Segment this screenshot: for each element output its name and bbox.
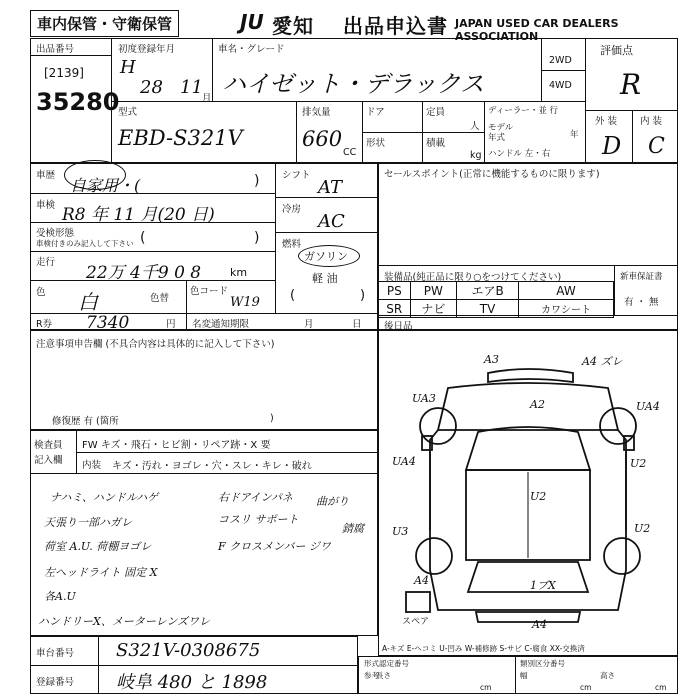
deadline-label: 名変通知期限 bbox=[192, 319, 250, 330]
cert-cm-2: cm bbox=[580, 683, 592, 692]
shaken-value: R8 年 11 月(20 日) bbox=[62, 205, 215, 225]
note-3: 荷室 A.U. 荷棚ヨゴレ bbox=[44, 540, 152, 553]
persons-unit: 人 bbox=[470, 121, 480, 132]
new-warranty-label: 新車保証書 bbox=[620, 272, 663, 282]
equip-navi: ナビ bbox=[410, 300, 457, 318]
repair-label: 修復歴 有 (箇所 bbox=[52, 416, 119, 427]
equip-sr: SR bbox=[379, 300, 411, 318]
load-label: 積載 bbox=[426, 138, 446, 149]
mileage-value: 22万 4千9 0 8 bbox=[86, 263, 202, 283]
mark-u2-center: U2 bbox=[530, 490, 547, 503]
inspector-row1: FW キズ・飛石・ヒビ割・リペア跡・X 要 bbox=[82, 440, 271, 451]
inspector-row2-label: 内装 bbox=[82, 460, 102, 471]
chassis-value: S321V-0308675 bbox=[116, 640, 261, 661]
car-diagram bbox=[378, 330, 678, 656]
mark-u2-rear: U2 bbox=[634, 522, 651, 535]
cert-width: 幅 bbox=[520, 671, 528, 680]
model-label: 型式 bbox=[118, 107, 138, 118]
new-warranty-value: 有 ・ 無 bbox=[624, 297, 659, 308]
drive-2wd: 2WD bbox=[549, 55, 572, 66]
sales-point-label: セールスポイント(正常に機能するものに限ります) bbox=[384, 169, 600, 180]
mark-a2: A2 bbox=[530, 398, 545, 411]
equipment-label: 装備品(純正品に限り○をつけてください) bbox=[384, 272, 562, 283]
mark-ua4-right: UA4 bbox=[636, 400, 660, 413]
plate-label: 登録番号 bbox=[36, 677, 75, 688]
color-value: 白 bbox=[78, 290, 98, 314]
ju-logo: JU bbox=[240, 10, 264, 34]
era: H bbox=[120, 57, 136, 78]
reg-year: 28 bbox=[140, 77, 163, 98]
recycle-value: 7340 bbox=[86, 313, 130, 333]
capacity-label: 定員 bbox=[426, 107, 446, 118]
equip-leather: カワシート bbox=[519, 300, 614, 318]
reg-month: 11 bbox=[180, 77, 203, 98]
color-code-value: W19 bbox=[230, 295, 260, 310]
history-close: ) bbox=[254, 173, 260, 189]
color-change-label: 色替 bbox=[150, 293, 170, 304]
mark-u3: U3 bbox=[392, 525, 409, 538]
inspector-label2: 記入欄 bbox=[34, 455, 63, 466]
model-year-label2: 年式 bbox=[488, 133, 506, 143]
interior-label: 内 装 bbox=[640, 116, 663, 127]
cert-label1: 形式認定番号 bbox=[364, 659, 409, 668]
note-6: ハンドリーX、メーターレンズワレ bbox=[38, 615, 211, 628]
fuel-label: 燃料 bbox=[282, 239, 302, 250]
cc-unit: CC bbox=[343, 147, 357, 158]
car-name: ハイゼット・デラックス bbox=[222, 70, 485, 98]
year-char: 年 bbox=[570, 130, 579, 140]
mark-1bx: 1ブX bbox=[530, 579, 556, 592]
equip-aw: AW bbox=[519, 282, 614, 300]
car-name-label: 車名・グレード bbox=[218, 44, 285, 55]
equip-pw: PW bbox=[410, 282, 457, 300]
drive-4wd: 4WD bbox=[549, 80, 572, 91]
history-label: 車歴 bbox=[36, 170, 56, 181]
form-title: 出品申込書 bbox=[343, 14, 448, 38]
mark-ua3: UA3 bbox=[412, 392, 436, 405]
mark-a4-zure: A4 ズレ bbox=[582, 355, 623, 368]
note-mid-2: コスリ サポート bbox=[218, 513, 299, 526]
shift-label: シフト bbox=[282, 170, 311, 181]
kg-unit: kg bbox=[470, 150, 482, 161]
color-code-label: 色コード bbox=[190, 286, 229, 297]
aircon-value: AC bbox=[318, 211, 345, 232]
notes-header: 注意事項申告欄 (不具合内容は具体的に記入して下さい) bbox=[36, 339, 275, 350]
equip-airbag: エアB bbox=[457, 282, 519, 300]
mark-a4-rear: A4 bbox=[532, 618, 547, 631]
interior-value: C bbox=[648, 134, 665, 159]
note-mid-1: 右ドアインパネ bbox=[218, 491, 293, 504]
equipment-table bbox=[378, 281, 614, 318]
aftermarket-label: 後日品 bbox=[384, 321, 413, 332]
grade-label: 評価点 bbox=[600, 44, 633, 57]
fuel-open: ( bbox=[290, 288, 296, 303]
shape-label: 形状 bbox=[366, 138, 386, 149]
cert-reference: 参考 bbox=[364, 671, 379, 680]
note-right-1: 曲がり bbox=[316, 495, 349, 508]
mark-u2-right: U2 bbox=[630, 457, 647, 470]
mark-a3: A3 bbox=[484, 353, 499, 366]
exterior-label: 外 装 bbox=[595, 116, 618, 127]
spare-label: スペア bbox=[402, 617, 430, 627]
mileage-label: 走行 bbox=[36, 257, 56, 268]
shift-value: AT bbox=[318, 177, 343, 198]
receive-label: 受検形態 bbox=[36, 228, 75, 239]
history-value: 自家用・( bbox=[70, 176, 141, 195]
recycle-label: R券 bbox=[36, 319, 53, 330]
aircon-label: 冷房 bbox=[282, 204, 302, 215]
cert-cm-3: cm bbox=[655, 683, 667, 692]
model: EBD-S321V bbox=[118, 126, 243, 150]
lot-small: [2139] bbox=[44, 66, 84, 80]
equip-ps: PS bbox=[379, 282, 411, 300]
association-name: JAPAN USED CAR DEALERS ASSOCIATION bbox=[455, 17, 619, 43]
mileage-unit: km bbox=[230, 266, 248, 279]
note-5: 各A.U bbox=[44, 590, 76, 603]
plate-value: 岐阜 480 と 1898 bbox=[116, 672, 268, 693]
deadline-day: 日 bbox=[352, 319, 362, 330]
cert-label2: 類別区分番号 bbox=[520, 659, 565, 668]
lot-label: 出品番号 bbox=[36, 44, 75, 55]
recycle-unit: 円 bbox=[166, 319, 176, 330]
mark-a4-left: A4 bbox=[414, 574, 429, 587]
disp-label: 排気量 bbox=[302, 107, 331, 118]
mark-ua4-left: UA4 bbox=[392, 455, 416, 468]
inspector-row2: キズ・汚れ・ヨゴレ・穴・スレ・キレ・破れ bbox=[112, 461, 312, 472]
model-year-label1: モデル bbox=[488, 123, 514, 133]
inspector-label1: 検査員 bbox=[34, 440, 63, 451]
brand-name: 愛知 bbox=[272, 14, 314, 38]
equip-tv: TV bbox=[457, 300, 519, 318]
note-mid-3: F クロスメンバー ジワ bbox=[218, 540, 331, 553]
cert-length: 長さ bbox=[376, 671, 391, 680]
lot-number: 35280 bbox=[36, 88, 120, 116]
receive-close: ) bbox=[254, 230, 260, 246]
storage-label: 車内保管・守衛保管 bbox=[30, 10, 179, 37]
note-1: ナハミ、ハンドルハゲ bbox=[50, 491, 159, 504]
handle-label: ハンドル 左・右 bbox=[488, 149, 551, 159]
month-suffix: 月 bbox=[202, 93, 212, 104]
grade-value: R bbox=[620, 68, 642, 101]
door-label: ドア bbox=[366, 107, 385, 118]
note-right-2: 錆腐 bbox=[342, 522, 364, 535]
shaken-label: 車検 bbox=[36, 200, 56, 211]
color-label: 色 bbox=[36, 287, 46, 298]
fuel-gasoline: ガソリン bbox=[304, 250, 348, 263]
cert-height: 高さ bbox=[600, 671, 615, 680]
note-2: 天張り一部ハガレ bbox=[44, 516, 132, 529]
deadline-month: 月 bbox=[304, 319, 314, 330]
receive-open: ( bbox=[140, 230, 146, 246]
note-4: 左ヘッドライト 固定 X bbox=[44, 566, 158, 579]
receive-sub: 車検付きのみ記入して下さい bbox=[36, 239, 134, 248]
repair-close: ) bbox=[270, 413, 274, 424]
fuel-diesel: 軽 油 bbox=[312, 272, 338, 285]
chassis-label: 車台番号 bbox=[36, 648, 75, 659]
exterior-value: D bbox=[602, 132, 622, 160]
dealer-label: ディーラー・並 行 bbox=[488, 106, 559, 116]
fuel-close: ) bbox=[360, 288, 366, 303]
diagram-legend: A-キズ E-ヘコミ U-凹み W-補修跡 S-サビ C-腐食 XX-交換済 bbox=[382, 644, 585, 653]
reg-label: 初度登録年月 bbox=[118, 44, 176, 55]
displacement: 660 bbox=[302, 127, 343, 151]
cert-cm-1: cm bbox=[480, 683, 492, 692]
